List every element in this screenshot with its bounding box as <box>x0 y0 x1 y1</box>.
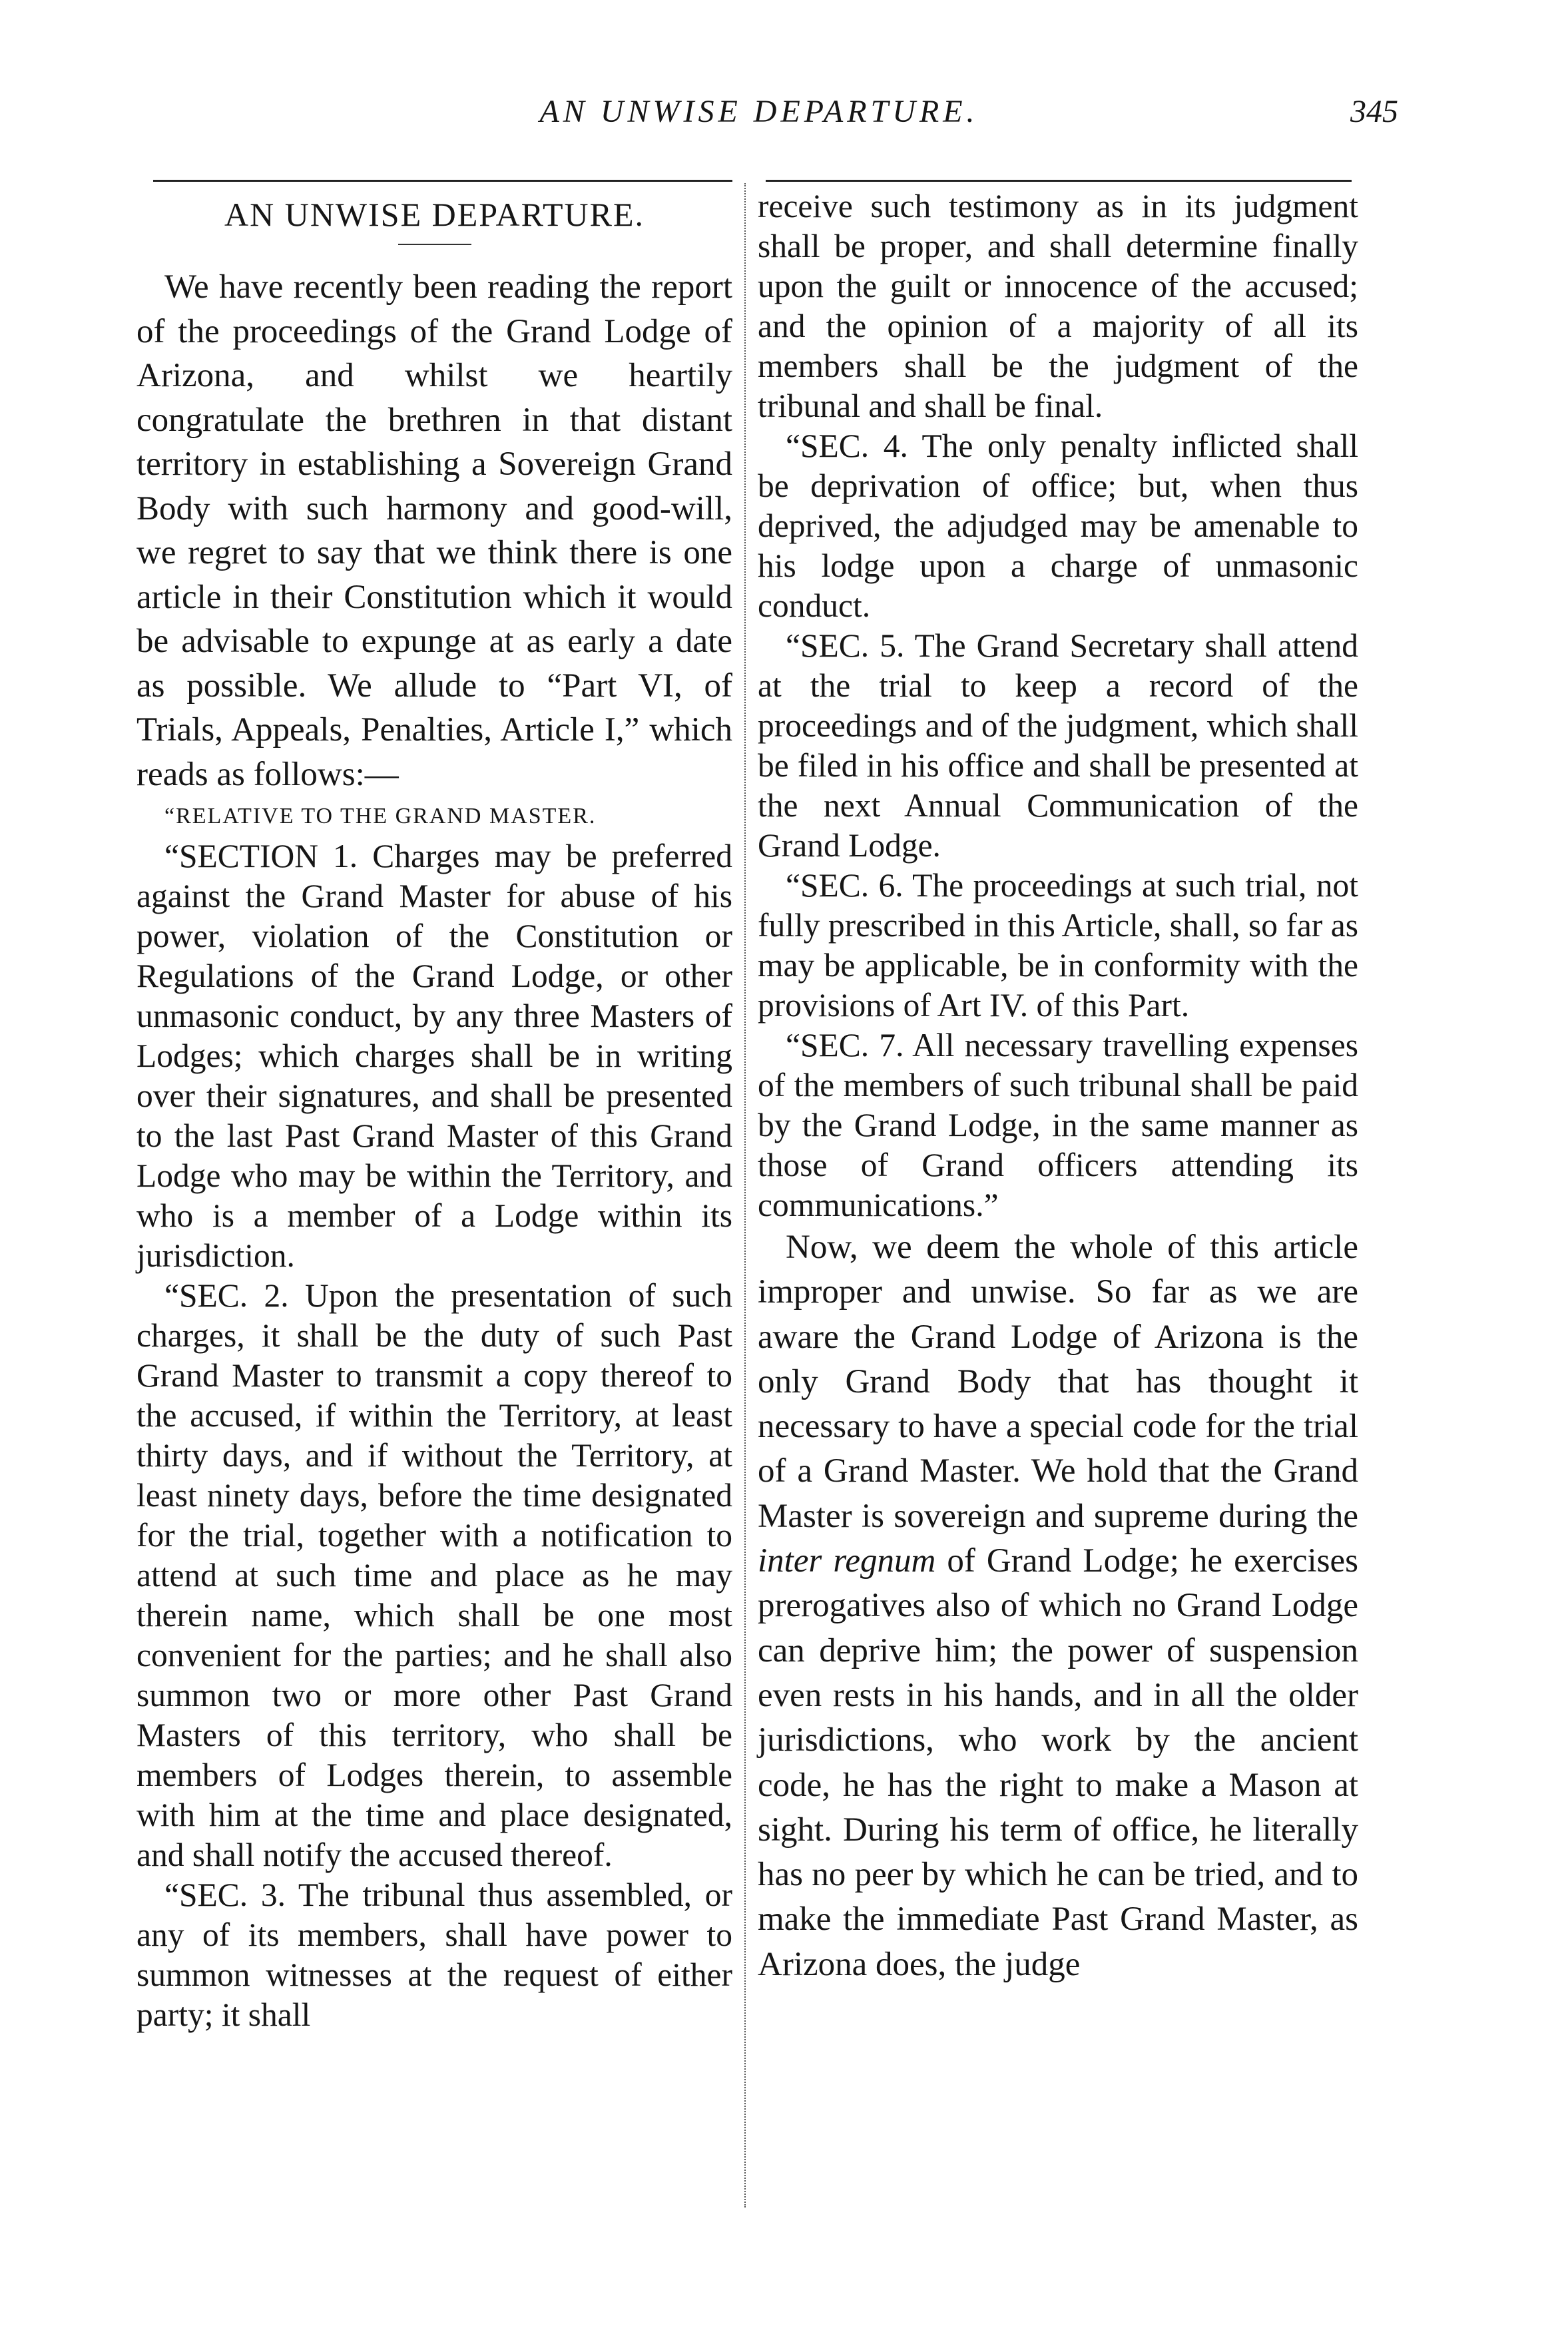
header-rule-left <box>153 180 732 182</box>
section-2-paragraph: “SEC. 2. Upon the presentation of such charges, it shall be the duty of such Past Grand Master to transmit a copy thereof to the accused, if within the Territory, at least thirty days, and if without the Territory, at least ninety days, before the time designated for the trial, together with a notification to attend at such time and place as he may therein name, which shall be one most convenient for the parties; and he shall also summon two or more other Past Grand Masters of this territory, who shall be members of Lodges therein, to assemble with him at the time and place designated, and shall notify the accused thereof. <box>136 1277 732 1873</box>
column-divider <box>744 183 746 2207</box>
section-heading: “RELATIVE TO THE GRAND MASTER. <box>164 804 597 828</box>
title-rule <box>398 244 471 245</box>
running-title: AN UNWISE DEPARTURE. <box>539 94 979 129</box>
section-6-paragraph: “SEC. 6. The proceedings at such trial, not fully prescribed in this Article, shall, so far as may be applicable, be in conformity with the provisions of Art IV. of this Part. <box>758 867 1358 1024</box>
intro-paragraph: We have recently been reading the report of the proceedings of the Grand Lodge of Arizona, and whilst we heartily congratulate the brethren in that distant territory in establishing a Sovereign Grand Body with such harmony and good-will, we regret to say that we think there is one article in their Constitution which it would be advisable to expunge at as early a date as possible. We allude to “Part VI, of Trials, Appeals, Penalties, Article I,” which reads as follows:— <box>136 268 732 793</box>
right-column <box>758 186 1358 1987</box>
section-3-paragraph-end: receive such testimony as in its judgment shall be proper, and shall determine finally upon the guilt or innocence of the accused; and the opinion of a majority of all its members shall be the judgment of the tribunal and shall be final. <box>758 188 1358 424</box>
commentary-italic-phrase: inter regnum <box>758 1542 936 1580</box>
running-head <box>120 93 1398 147</box>
commentary-paragraph <box>758 1225 1358 1987</box>
section-7-paragraph: “SEC. 7. All necessary travelling expenses of the members of such tribunal shall be paid by the Grand Lodge, in the same manner as those of Grand officers attending its communications.” <box>758 1027 1358 1223</box>
left-column <box>136 186 732 2035</box>
commentary-text-a: Now, we deem the whole of this article improper and unwise. So far as we are aware the Grand Lodge of Arizona is the only Grand Body that has thought it necessary to have a special code for the trial of a Grand Master. We hold that the Grand Master is sovereign and supreme during the <box>758 1229 1358 1535</box>
section-1-paragraph: “SECTION 1. Charges may be preferred against the Grand Master for abuse of his power, violation of the Constitution or Regulations of the Grand Lodge, or other unmasonic conduct, by any three Masters of Lodges; which charges shall be in writing over their signatures, and shall be presented to the last Past Grand Master of this Grand Lodge who may be within the Territory, and who is a member of a Lodge within its jurisdiction. <box>136 838 732 1274</box>
article-title: AN UNWISE DEPARTURE. <box>224 196 645 233</box>
section-4-paragraph: “SEC. 4. The only penalty inflicted shall be deprivation of office; but, when thus deprived, the adjudged may be amenable to his lodge upon a charge of unmasonic conduct. <box>758 428 1358 624</box>
page-number: 345 <box>1350 94 1398 129</box>
commentary-text-b: of Grand Lodge; he exercises prerogatives also of which no Grand Lodge can deprive him; the power of suspension even rests in his hands, and in all the older jurisdictions, who work by the ancient code, he has the right to make a Mason at sight. During his term of office, he literally has no peer by which he can be tried, and to make the immediate Past Grand Master, as Arizona does, the judge <box>758 1542 1359 1983</box>
section-5-paragraph: “SEC. 5. The Grand Secretary shall attend at the trial to keep a record of the proceedings and of the judgment, which shall be filed in his office and shall be presented at the next Annual Communication of the Grand Lodge. <box>758 627 1358 864</box>
header-rule-right <box>766 180 1352 182</box>
section-3-paragraph-start: “SEC. 3. The tribunal thus assembled, or any of its members, shall have power to summon witnesses at the request of either party; it shall <box>136 1877 732 2033</box>
